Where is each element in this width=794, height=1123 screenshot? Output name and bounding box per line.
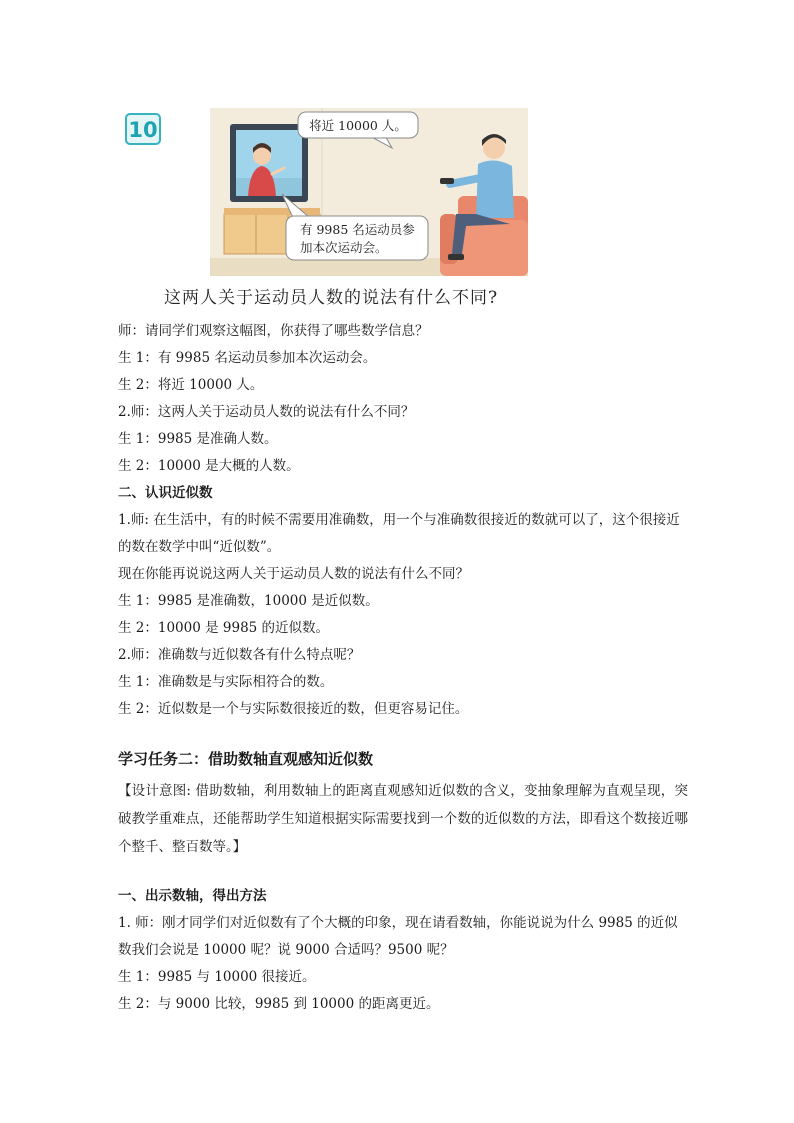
bubble-right-text: 将近 10000 人。	[309, 118, 407, 133]
textbook-illustration	[122, 108, 542, 283]
dialogue-line: 师：请同学们观察这幅图，你获得了哪些数学信息？	[118, 323, 429, 339]
problem-number-badge	[126, 114, 160, 144]
section-heading: 二、认识近似数	[118, 485, 213, 501]
dialogue-line: 生 1：9985 与 10000 很接近。	[118, 969, 316, 985]
bubble-left-line1: 有 9985 名运动员参	[300, 222, 415, 237]
dialogue-line: 生 2：近似数是一个与实际数很接近的数，但更容易记住。	[118, 701, 469, 717]
design-intent: 【设计意图: 借助数轴，利用数轴上的距离直观感知近似数的含义，变抽象理解为直观呈现，突破教学重难点，还能帮助学生知道根据实际需要找到一个数的近似数的方法，即看这个数接近哪个整千、整百数等。】	[118, 783, 688, 855]
badge-number: 10	[128, 118, 158, 142]
dialogue-line: 生 1：9985 是准确人数。	[118, 431, 278, 447]
dialogue-line: 生 1：准确数是与实际相符合的数。	[118, 674, 334, 690]
dialogue-line: 生 2：10000 是 9985 的近似数。	[118, 620, 330, 636]
dialogue-line: 生 2：与 9000 比较，9985 到 10000 的距离更近。	[118, 996, 440, 1012]
dialogue-line: 2.师：这两人关于运动员人数的说法有什么不同？	[118, 404, 415, 420]
dialogue-line: 生 1：9985 是准确数，10000 是近似数。	[118, 593, 379, 609]
dialogue-line: 生 2：将近 10000 人。	[118, 377, 264, 393]
teacher-paragraph: 1.师: 在生活中，有的时候不需要用准确数，用一个与准确数很接近的数就可以了，这个很接近的数在数学中叫“近似数”。	[118, 512, 680, 555]
bubble-left-line2: 加本次运动会。	[300, 240, 388, 255]
dialogue-line: 2.师：准确数与近似数各有什么特点呢？	[118, 647, 361, 663]
section-heading: 一、出示数轴，得出方法	[118, 888, 267, 904]
dialogue-line: 生 1：有 9985 名运动员参加本次运动会。	[118, 350, 377, 366]
dialogue-line: 生 2：10000 是大概的人数。	[118, 458, 300, 474]
lesson-content	[118, 318, 688, 1018]
task-title: 学习任务二：借助数轴直观感知近似数	[118, 750, 374, 768]
teacher-paragraph: 1. 师：刚才同学们对近似数有了个大概的印象，现在请看数轴，你能说说为什么 9985 的近似数我们会说是 10000 呢？说 9000 合适吗？9500 呢？	[118, 915, 678, 958]
tv-icon	[230, 124, 308, 202]
illustration-caption: 这两人关于运动员人数的说法有什么不同?	[164, 288, 499, 308]
dialogue-line: 现在你能再说说这两人关于运动员人数的说法有什么不同？	[118, 566, 469, 582]
